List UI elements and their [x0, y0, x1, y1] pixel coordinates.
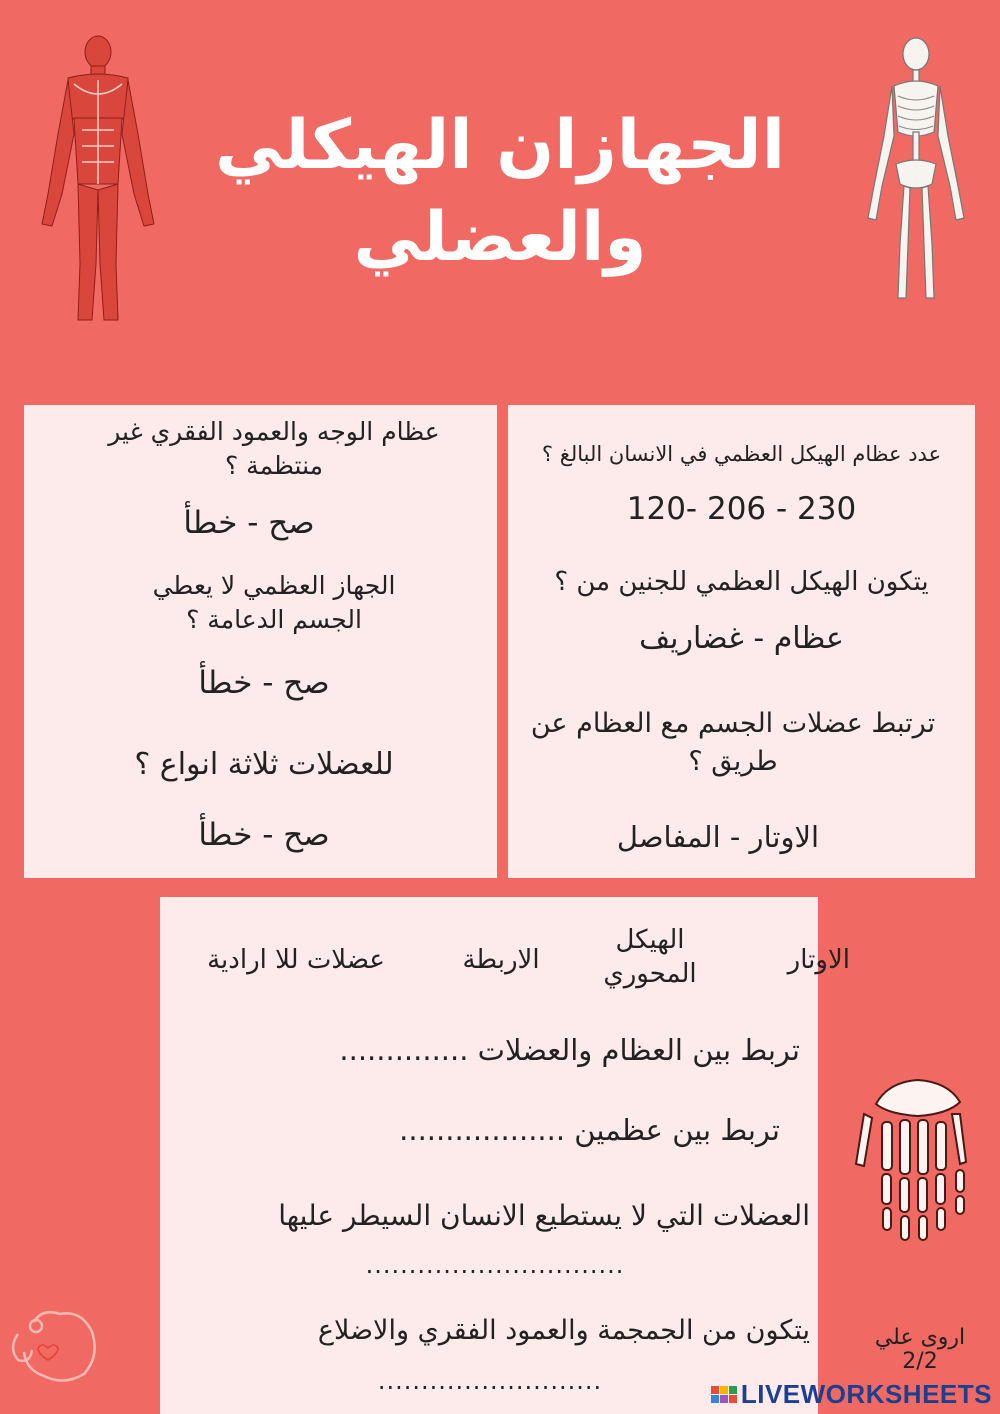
- worksheet-title: [190, 100, 810, 284]
- sentence-1-blank[interactable]: ..............: [339, 1033, 469, 1067]
- hand-bones-figure: [848, 1074, 972, 1260]
- answer-options-fetus-skeleton[interactable]: عظام - غضاريف: [639, 621, 844, 656]
- sentence-2-blank[interactable]: ..................: [399, 1113, 566, 1147]
- muscular-body-figure: [38, 34, 158, 330]
- word-bank-axial-skeleton[interactable]: الهيكل المحوري: [603, 925, 697, 989]
- title-line-2: والعضلي: [353, 198, 647, 277]
- answer-options-bone-count[interactable]: 120- 206 - 230: [626, 491, 857, 527]
- fill-in-sentence-1: [180, 1033, 800, 1067]
- word-bank-ligaments[interactable]: الاربطة: [462, 945, 540, 975]
- fill-in-sentence-4: يتكون من الجمجمة والعمود الفقري والاضلاع: [317, 1315, 810, 1346]
- page-number: 2/2: [902, 1349, 938, 1374]
- sentence-3-blank[interactable]: ..............................: [365, 1251, 625, 1279]
- fill-in-sentence-2: [180, 1113, 780, 1147]
- liveworksheets-logo-icon: [711, 1386, 737, 1403]
- answer-true-false-1[interactable]: صح - خطأ: [183, 505, 315, 541]
- question-muscle-types: للعضلات ثلاثة انواع ؟: [134, 747, 394, 782]
- baby-outline-icon: [4, 1304, 104, 1386]
- author-name: اروى علي: [874, 1325, 966, 1350]
- question-skeleton-support: الجهاز العظمي لا يعطي الجسم الدعامة ؟: [152, 571, 396, 634]
- answer-options-muscle-attachment[interactable]: الاوتار - المفاصل: [616, 820, 820, 854]
- title-line-1: الجهازان الهيكلي: [214, 106, 786, 185]
- author-block: [850, 1326, 990, 1374]
- skeleton-figure: [858, 36, 974, 306]
- word-bank-tendons[interactable]: الاوتار: [787, 945, 850, 975]
- question-fetus-skeleton: يتكون الهيكل العظمي للجنين من ؟: [554, 567, 929, 597]
- sentence-4-blank[interactable]: ..........................: [377, 1367, 603, 1395]
- liveworksheets-watermark: [711, 1379, 992, 1410]
- fill-in-card: [160, 897, 850, 1414]
- answer-true-false-2[interactable]: صح - خطأ: [198, 665, 330, 701]
- liveworksheets-text: LIVEWORKSHEETS: [740, 1379, 992, 1409]
- sentence-1-text: تربط بين العظام والعضلات: [477, 1033, 800, 1067]
- multiple-choice-card: [508, 405, 975, 878]
- fill-in-sentence-3: العضلات التي لا يستطيع الانسان السيطر عليها: [278, 1199, 810, 1232]
- question-muscle-attachment: ترتبط عضلات الجسم مع العظام عن طريق ؟: [530, 708, 936, 777]
- answer-true-false-3[interactable]: صح - خطأ: [198, 817, 330, 853]
- true-false-card: [24, 405, 497, 878]
- sentence-2-text: تربط بين عظمين: [574, 1113, 780, 1147]
- question-adult-bone-count: عدد عظام الهيكل العظمي في الانسان البالغ ؟: [541, 442, 942, 466]
- word-bank-involuntary-muscles[interactable]: عضلات للا ارادية: [207, 945, 385, 975]
- question-irregular-bones: عظام الوجه والعمود الفقري غير منتظمة ؟: [108, 417, 440, 480]
